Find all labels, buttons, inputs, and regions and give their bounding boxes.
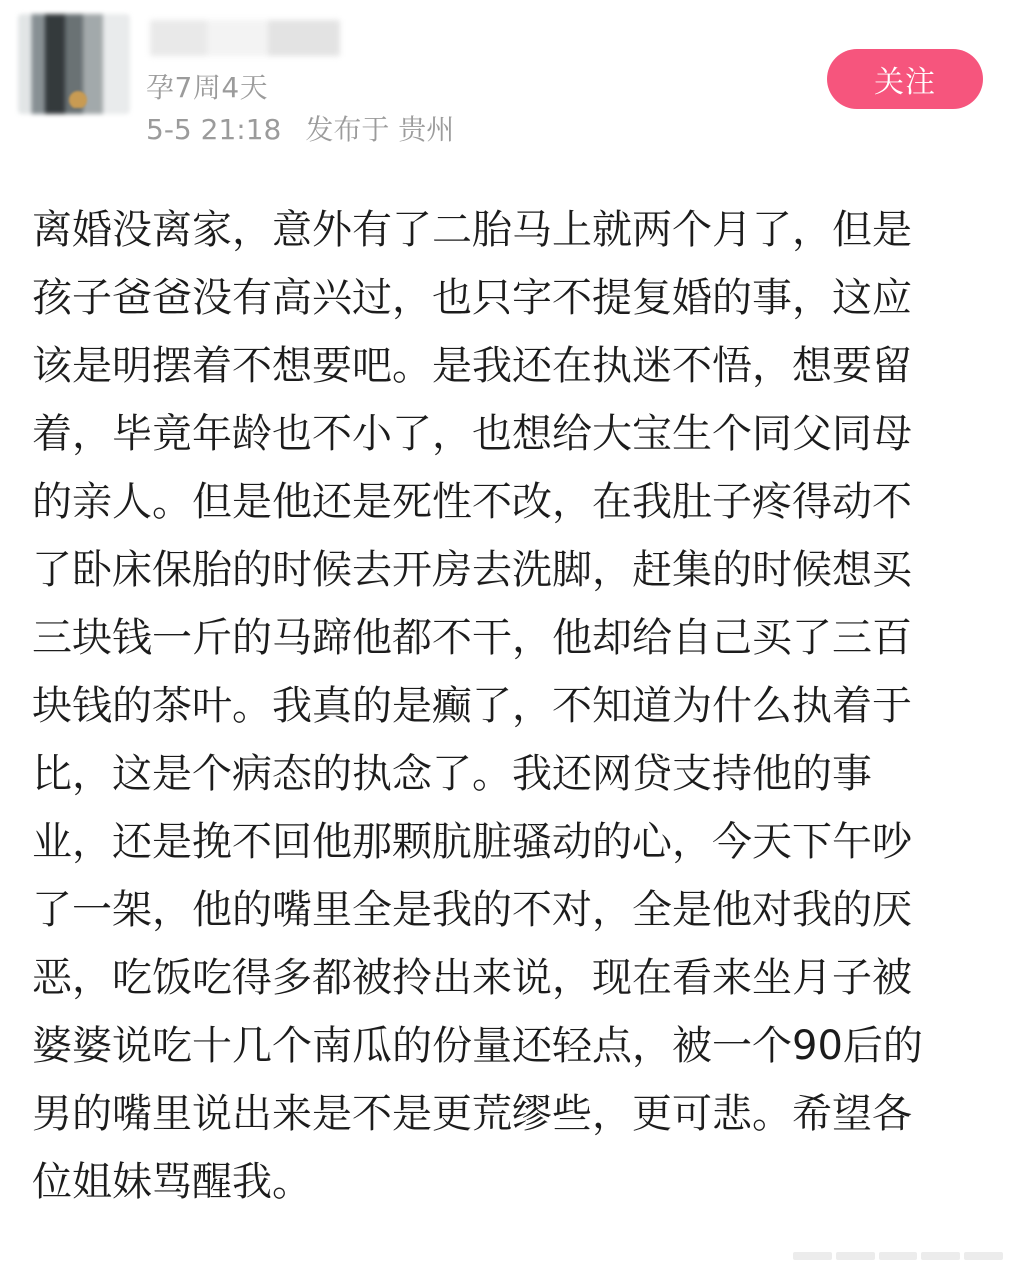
- post-location: 发布于 贵州: [305, 113, 455, 146]
- post-text-line: 恶，吃饭吃得多都被拎出来说，现在看来坐月子被: [32, 955, 912, 1001]
- follow-button[interactable]: 关注: [827, 49, 983, 109]
- post-text-line: 的亲人。但是他还是死性不改，在我肚子疼得动不: [32, 479, 912, 525]
- post-text-line: 三块钱一斤的马蹄他都不干，他却给自己买了三百: [32, 615, 912, 661]
- post-text-line: 了卧床保胎的时候去开房去洗脚，赶集的时候想买: [32, 547, 912, 593]
- post-text-line: 了一架，他的嘴里全是我的不对，全是他对我的厌: [32, 887, 912, 933]
- post-text-line: 比，这是个病态的执念了。我还网贷支持他的事: [32, 751, 872, 797]
- post-text-line: 业，还是挽不回他那颗肮脏骚动的心，今天下午吵: [32, 819, 912, 865]
- username-blurred[interactable]: [150, 20, 340, 56]
- post-text-line: 块钱的茶叶。我真的是癫了，不知道为什么执着于: [32, 683, 912, 729]
- post-header: [0, 0, 1015, 160]
- post-text-line: 位姐妹骂醒我。: [32, 1159, 312, 1205]
- pregnancy-status: 孕7周4天: [146, 71, 269, 104]
- post-text-line: 该是明摆着不想要吧。是我还在执迷不悟，想要留: [32, 343, 912, 389]
- post-date: 5-5 21:18: [146, 113, 282, 146]
- post-text-line: 孩子爸爸没有高兴过，也只字不提复婚的事，这应: [32, 275, 912, 321]
- post-meta: [146, 108, 454, 148]
- post-text-line: 男的嘴里说出来是不是更荒缪些，更可悲。希望各: [32, 1091, 912, 1137]
- post-body: [32, 196, 967, 1216]
- post-text-line: 婆婆说吃十几个南瓜的份量还轻点，被一个90后的: [32, 1023, 923, 1069]
- avatar-badge-icon: [68, 88, 88, 108]
- watermark-blurred: [793, 1250, 1003, 1262]
- post-text-line: 着，毕竟年龄也不小了，也想给大宝生个同父同母: [32, 411, 912, 457]
- post-text-line: 离婚没离家，意外有了二胎马上就两个月了，但是: [32, 207, 912, 253]
